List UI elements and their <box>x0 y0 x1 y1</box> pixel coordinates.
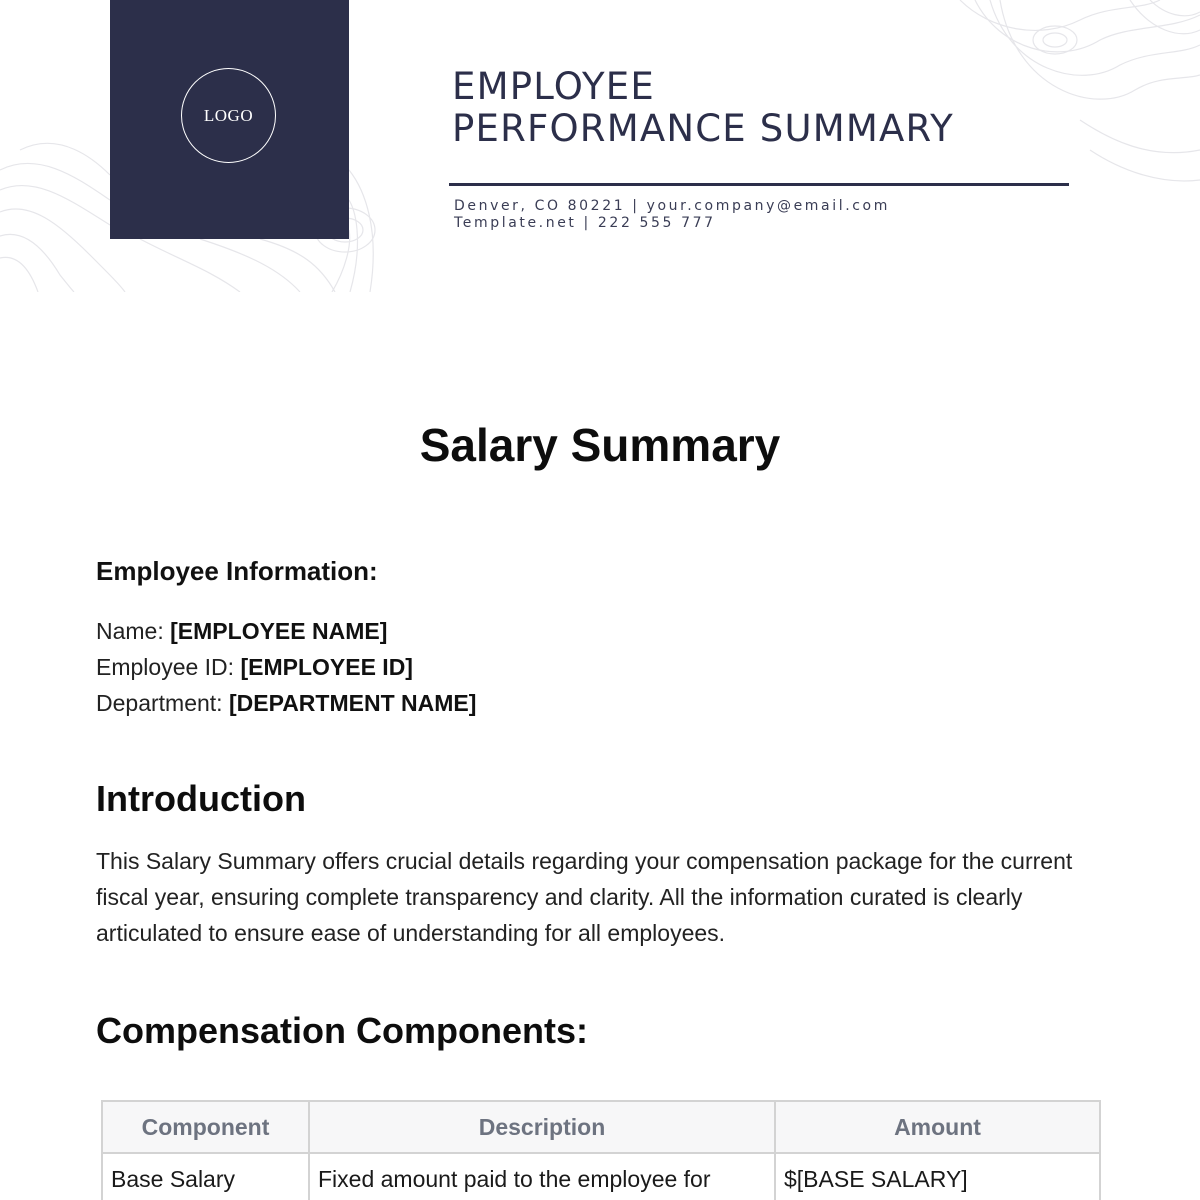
info-label: Employee ID: <box>96 654 235 680</box>
info-value: [EMPLOYEE ID] <box>240 654 413 680</box>
contact-line-website: Template.net | 222 555 777 <box>454 215 716 231</box>
table-header-row <box>102 1101 1100 1153</box>
introduction-body: This Salary Summary offers crucial details regarding your compensation package for the current fiscal year, ensuring complete transparency and clarity. All the information curated is clearly articulated to ensure ease of understanding for all employees. <box>96 848 1073 946</box>
brand-title <box>452 66 954 150</box>
brand-title-line1: EMPLOYEE <box>452 65 655 108</box>
header-divider <box>449 183 1069 186</box>
info-value: [EMPLOYEE NAME] <box>170 618 388 644</box>
employee-info-list <box>96 613 476 721</box>
column-header-description: Description <box>309 1101 775 1153</box>
info-row-name <box>96 613 476 649</box>
column-header-amount: Amount <box>775 1101 1100 1153</box>
info-row-employee-id <box>96 649 476 685</box>
compensation-heading: Compensation Components: <box>96 1010 588 1051</box>
info-label: Name: <box>96 618 164 644</box>
contact-info <box>454 198 890 232</box>
contact-line-address: Denver, CO 80221 | your.company@email.com <box>454 198 890 214</box>
logo-placeholder: LOGO <box>181 68 276 163</box>
document-title: Salary Summary <box>419 419 781 471</box>
cell-component: Base Salary <box>102 1153 309 1200</box>
cell-amount: $[BASE SALARY] <box>775 1153 1100 1200</box>
employee-info-heading: Employee Information: <box>96 556 378 586</box>
compensation-table <box>101 1100 1101 1200</box>
introduction-heading: Introduction <box>96 778 306 819</box>
brand-title-line2: PERFORMANCE SUMMARY <box>452 107 954 150</box>
cell-description: Fixed amount paid to the employee for <box>309 1153 775 1200</box>
table-row <box>102 1153 1100 1200</box>
info-label: Department: <box>96 690 223 716</box>
info-value: [DEPARTMENT NAME] <box>228 690 477 716</box>
logo-block <box>110 0 349 239</box>
column-header-component: Component <box>102 1101 309 1153</box>
info-row-department <box>96 685 476 721</box>
